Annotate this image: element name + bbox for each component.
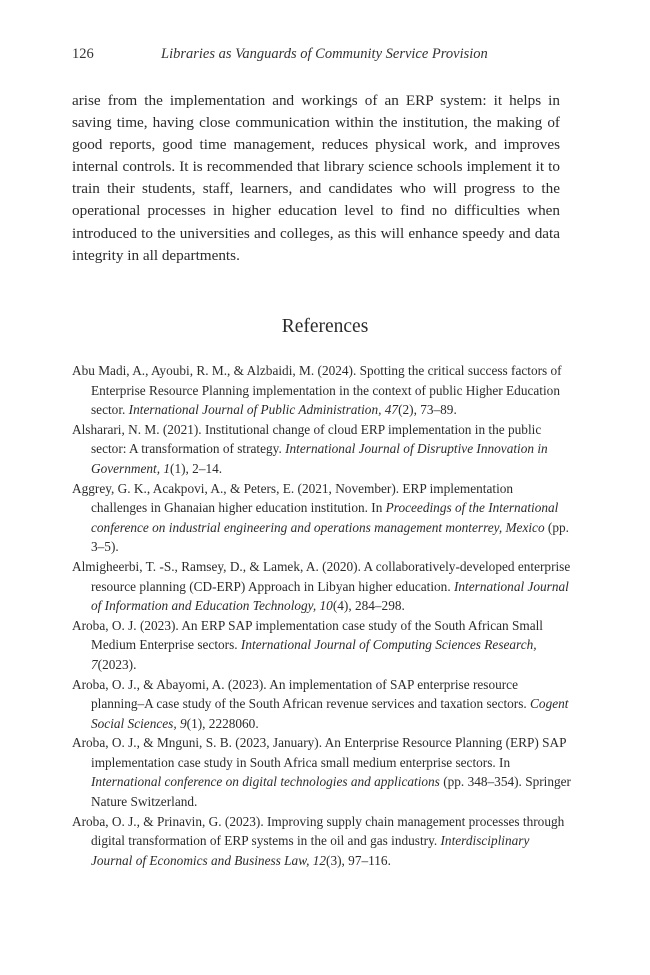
reference-details: (4), 284–298. [332,598,405,614]
reference-text: Aroba, O. J., & Prinavin, G. (2023). Improving supply chain management processes through digital transformation of ERP systems in the oil and gas industry. [72,813,565,849]
reference-source: International conference on digital technologies and applications [91,774,440,790]
reference-source: International Journal of Public Administration, 47 [128,402,399,418]
reference-source: Interdisciplinary Journal of Economics and Business Law, 12 [91,833,530,868]
reference-details: (pp. 348–354). Springer Nature Switzerland. [91,774,571,810]
reference-text: Almigheerbi, T. -S., Ramsey, D., & Lamek, A. (2020). A collaboratively-developed enterprise resource planning (CD-ERP) Approach in Libyan higher education. [72,558,571,594]
reference-text: Aroba, O. J. (2023). An ERP SAP implementation case study of the South African Small Medium Enterprise sectors. [72,617,544,653]
page-header [72,46,576,66]
reference-details: (2023). [97,656,137,672]
reference-item [72,420,572,479]
reference-source: International Journal of Computing Sciences Research, 7 [91,637,537,672]
reference-text: Aggrey, G. K., Acakpovi, A., & Peters, E. (2021, November). ERP implementation challenges in Ghanaian higher education institution. In [72,480,514,516]
reference-item [72,675,572,734]
references-heading: References [281,316,369,337]
reference-item [72,733,572,811]
reference-item [72,616,572,675]
reference-item [72,812,572,871]
reference-details: (2), 73–89. [398,402,457,418]
reference-details: (pp. 3–5). [91,519,569,555]
reference-source: International Journal of Disruptive Innovation in Government, 1 [91,441,548,476]
reference-source: Cogent Social Sciences, 9 [91,696,569,731]
reference-item [72,557,572,616]
reference-list [72,361,572,870]
reference-details: (1), 2228060. [186,715,259,731]
page-number: 126 [72,46,94,62]
reference-text: Abu Madi, A., Ayoubi, R. M., & Alzbaidi, M. (2024). Spotting the critical success factors of Enterprise Resource Planning implementation in the context of public Higher Education sector. [72,363,562,418]
reference-text: Alsharari, N. M. (2021). Institutional change of cloud ERP implementation in the public sector: A transformation of strategy. [72,421,542,457]
reference-item [72,361,572,420]
body-paragraph: arise from the implementation and workings of an ERP system: it helps in saving time, having close communication within the institution, the making of good reports, good time management, reduces physical work, and improves internal controls. It is recommended that library science schools implement it to train their students, staff, learners, and candidates who will progress to the operational processes in higher education level to find no difficulties when introduced to the universities and colleges, as this will enhance speedy and data integrity in all departments. [72,92,560,264]
reference-item [72,479,572,557]
reference-details: (3), 97–116. [326,852,391,868]
reference-source: International Journal of Information and Education Technology, 10 [91,578,569,614]
reference-source: Proceedings of the International conference on industrial engineering and operations management monterrey, Mexico [91,500,559,535]
running-title: Libraries as Vanguards of Community Service Provision [161,46,488,62]
reference-details: (1), 2–14. [170,460,223,476]
reference-text: Aroba, O. J., & Mnguni, S. B. (2023, January). An Enterprise Resource Planning (ERP) SAP implementation case study in South Africa small medium enterprise sectors. In [72,735,567,770]
reference-text: Aroba, O. J., & Abayomi, A. (2023). An implementation of SAP enterprise resource planning–A case study of the South African revenue services and taxation sectors. [72,676,531,712]
